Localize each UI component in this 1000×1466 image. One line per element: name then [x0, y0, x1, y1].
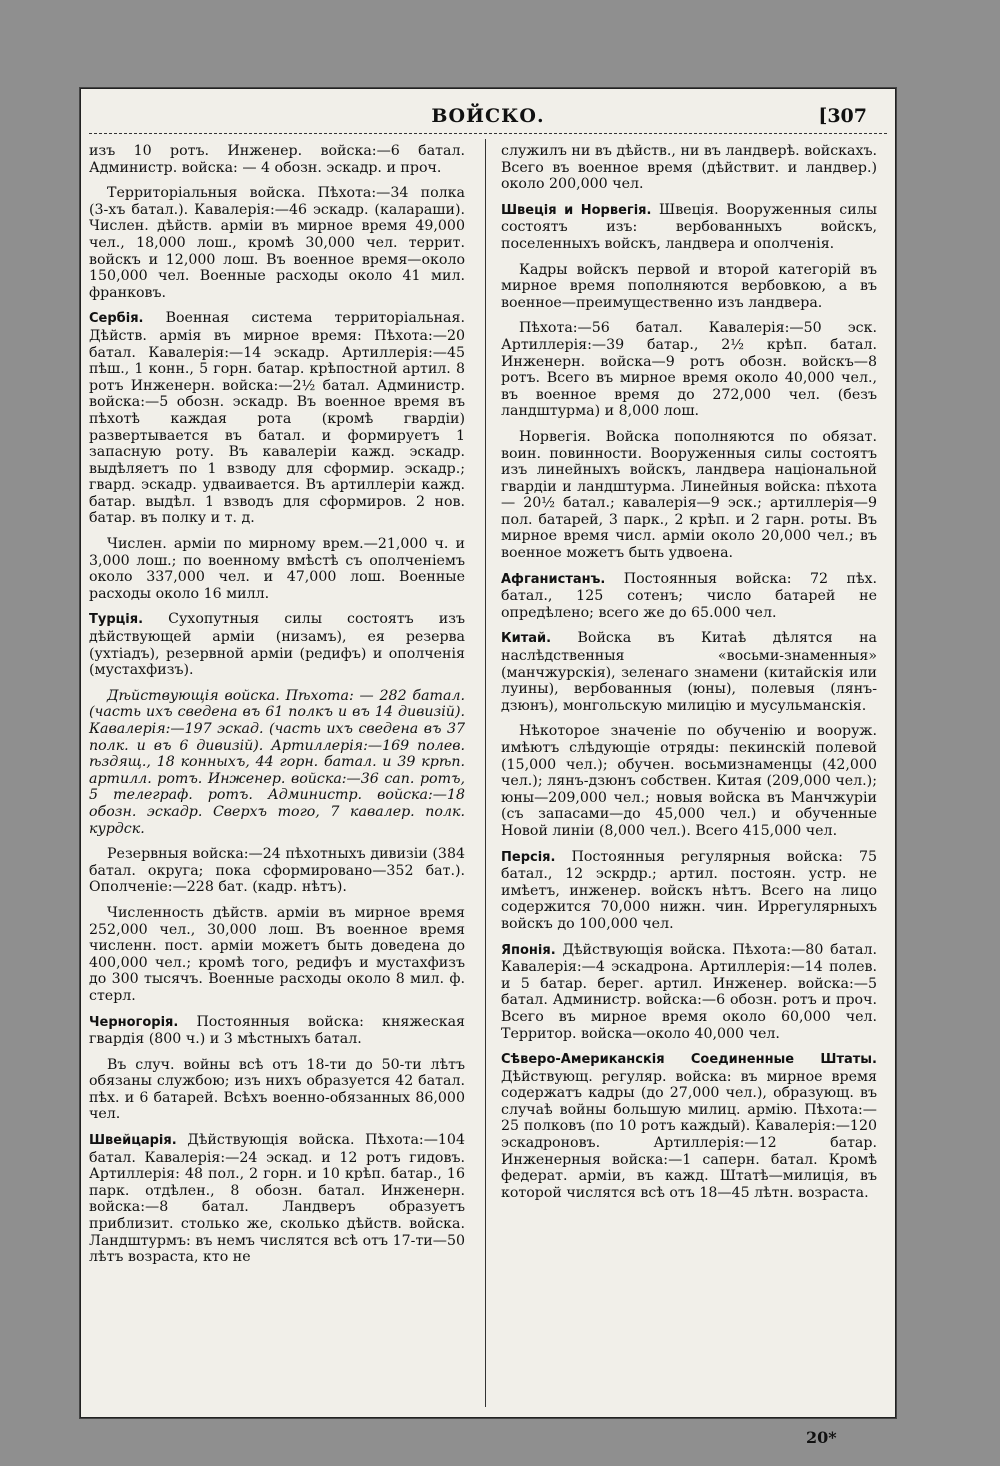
section-paragraph [501, 630, 877, 714]
paragraph-text: Резервныя войска:—24 пѣхотныхъ дивизіи (384 батал. округа; пока сформировано—352 бат.). Ополченіе:—228 бат. (кадр. нѣтъ). [89, 846, 465, 896]
section-paragraph [501, 1051, 877, 1201]
signature-mark: 20* [806, 1428, 837, 1447]
country-heading: Турція. [89, 612, 144, 628]
page-header [81, 89, 895, 135]
paragraph [89, 905, 465, 1005]
paragraph-text: Постоянныя войска: княжеская гвардія (800 ч.) и 3 мѣстныхъ батал. [89, 1013, 465, 1048]
paragraph-text: Сухопутныя силы состоятъ изъ дѣйствующей арміи (низамъ), ея резерва (ухтіадъ), резервной арміи (редифъ) и ополченія (мустахфизъ). [89, 611, 465, 679]
section-paragraph [501, 849, 877, 933]
country-heading: Сербія. [89, 311, 144, 327]
paragraph-text: Нѣкоторое значеніе по обученію и вооруж. имѣютъ слѣдующіе отряды: пекинскій полевой (15,000 чел.); обучен. восьмизнаменцы (42,000 чел.); лянъ-дзюнъ собствен. Китая (209,000 чел.); юны—209,000 чел.; новыя войска въ Манчжуріи (съ запасами—до 45,000 чел.) и обученные Новой линіи (8,000 чел.). Всего 415,000 чел. [501, 723, 877, 839]
country-heading: Персія. [501, 849, 556, 865]
paragraph-text: изъ 10 ротъ. Инженер. войска:—6 батал. Администр. войска: — 4 обозн. эскадр. и проч. [89, 143, 465, 176]
paragraph-text: Дѣйствующія войска. Пѣхота: — 282 батал. (часть ихъ сведена въ 61 полкъ и въ 14 дивизій). Кавалерія:—197 эскад. (часть ихъ сведена въ 37 полк. и въ 6 дивизій). Артиллерія:—169 полев. ѣздящ., 18 конныхъ, 44 горн. батал. и 39 крѣп. артилл. ротъ. Инженер. войска:—36 сап. ротъ, 5 телеграф. ротъ. Администр. войска:—18 обозн. эскадр. Сверхъ того, 7 кавалер. полк. курдск. [89, 687, 465, 837]
paragraph [89, 688, 465, 837]
paragraph [89, 143, 465, 176]
paragraph-text: Дѣйствующ. регуляр. войска: въ мирное время содержатъ кадры (до 27,000 чел.), образующ. въ случаѣ войны большую милиц. армію. Пѣхота:—25 полковъ (по 10 ротъ каждый). Кавалерія:—120 эскадроновъ. Артиллерія:—12 батар. Инженерныя войска:—1 саперн. батал. Кромѣ федерат. арміи, въ кажд. Штатѣ—милиція, въ которой числятся всѣ отъ 18—45 лѣтн. возраста. [501, 1068, 877, 1201]
section-paragraph [89, 310, 465, 527]
country-heading: Китай. [501, 631, 552, 647]
paragraph [501, 262, 877, 312]
paragraph-text: Постоянныя войска: 72 пѣх. батал., 125 сотенъ; число батарей не опредѣлено; всего же до 65.000 чел. [501, 570, 878, 621]
paragraph [501, 429, 877, 562]
paragraph-text: служилъ ни въ дѣйств., ни въ ландверѣ. войскахъ. Всего въ военное время (дѣйствит. и ландвер.) около 200,000 чел. [501, 143, 877, 193]
country-heading: Черногорія. [89, 1014, 179, 1030]
left-column [89, 143, 465, 1275]
paragraph [501, 320, 877, 420]
paragraph-text: Войска въ Китаѣ дѣлятся на наслѣдственныя «восьми-знаменныя» (манчжурскія), зеленаго знамени (китайскія или луины), вербованныя (юны), полевыя (лянъ-дзюнъ), монгольскую милицію и мусульманскія. [501, 630, 877, 714]
section-paragraph [501, 571, 877, 622]
paragraph-text: Въ случ. войны всѣ отъ 18-ти до 50-ти лѣтъ обязаны службою; изъ нихъ образуется 42 батал. пѣх. и 6 батарей. Всѣхъ военно-обязанных 86,000 чел. [89, 1056, 465, 1123]
section-paragraph [501, 942, 877, 1043]
paragraph-text: Численность дѣйств. арміи въ мирное время 252,000 чел., 30,000 лош. Въ военное время численн. пост. арміи можетъ быть доведена до 400,000 чел.; кромѣ того, редифъ и мустахфизъ до 300 тысячъ. Военные расходы около 8 мил. ф. стерл. [89, 904, 465, 1004]
section-paragraph [89, 611, 465, 678]
paragraph [501, 723, 877, 839]
section-paragraph [501, 202, 877, 253]
paragraph-text: Норвегія. Войска пополняются по обязат. воин. повинности. Вооруженныя силы состоятъ изъ линейныхъ войскъ, ландвера національной гвардіи и ландштурма. Линейныя войска: пѣхота — 20½ батал.; кавалерія—9 эск.; артиллерія—9 пол. батарей, 3 парк., 2 крѣп. и 2 гарн. роты. Въ мирное время числ. арміи около 20,000 чел.; въ военное можетъ быть удвоена. [501, 428, 877, 562]
paragraph-text: Швеція. Вооруженныя силы состоятъ изъ: вербованныхъ войскъ, поселенныхъ войскъ, ландвера и ополченія. [501, 201, 878, 252]
country-heading: Швейцарія. [89, 1133, 177, 1149]
paragraph [89, 846, 465, 896]
country-heading: Сѣверо-Американскія Соединенные Штаты. [501, 1052, 877, 1068]
section-paragraph [89, 1132, 465, 1266]
paragraph-text: Военная система территоріальная. Дѣйств. армія въ мирное время: Пѣхота:—20 батал. Кавалерія:—14 эскадр. Артиллерія:—45 пѣш., 1 конн., 5 горн. батар. крѣпостной артил. 8 ротъ Инженерн. войска:—2½ батал. Администр. войска:—5 обозн. эскадр. Въ военное время въ пѣхотѣ каждая рота (кромѣ гвардіи) развертывается въ батал. и формируетъ 1 запасную роту. Въ кавалеріи кажд. эскадр. выдѣляетъ по 1 взводу для сформир. эскадр.; гвард. эскадр. удваивается. Въ артиллеріи кажд. батар. выдѣл. 1 взводъ для сформиров. 2 нов. батар. въ полку и т. д. [89, 310, 465, 527]
country-heading: Японія. [501, 942, 556, 958]
paragraph-text: Числен. арміи по мирному врем.—21,000 ч. и 3,000 лош.; по военному вмѣстѣ съ ополченіемъ около 337,000 чел. и 47,000 лош. Военные расходы около 16 милл. [89, 536, 465, 602]
page-title: ВОЙСКО. [431, 105, 545, 127]
paragraph [501, 143, 877, 193]
right-column [501, 143, 877, 1210]
country-heading: Афганистанъ. [501, 571, 606, 587]
paragraph-text: Постоянныя регулярныя войска: 75 батал., 12 эскрдр.; артил. постоян. устр. не имѣетъ, инженер. войскъ нѣтъ. Всего на лицо содержится 70,000 нижн. чин. Иррегулярныхъ войскъ до 100,000 чел. [501, 848, 877, 932]
section-paragraph [89, 1014, 465, 1048]
header-rule [89, 133, 887, 134]
paragraph-text: Дѣйствующія войска. Пѣхота:—80 батал. Кавалерія:—4 эскадрона. Артиллерія:—14 полев. и 5 батар. берег. артил. Инженер. войска:—5 батал. Администр. войска:—6 обозн. ротъ и проч. Всего въ мирное время около 60,000 чел. Территор. войска—около 40,000 чел. [501, 941, 877, 1042]
paragraph-text: Кадры войскъ первой и второй категорій въ мирное время пополняются вербовкою, а въ военное—преимущественно изъ ландвера. [501, 261, 877, 311]
encyclopedia-page [80, 88, 896, 1418]
paragraph [89, 536, 465, 602]
column-divider [485, 139, 486, 1407]
paragraph [89, 1057, 465, 1123]
paragraph-text: Пѣхота:—56 батал. Кавалерія:—50 эск. Артиллерія:—39 батар., 2½ крѣп. батал. Инженерн. войска—9 ротъ обозн. войскъ—8 ротъ. Всего въ мирное время около 40,000 чел., въ военное время до 272,000 чел. (безъ ландштурма) и 8,000 лош. [501, 320, 877, 420]
page-number: [307 [818, 105, 867, 127]
paragraph-text: Территоріальныя войска. Пѣхота:—34 полка (3-хъ батал.). Кавалерія:—46 эскадр. (калараши). Числен. дѣйств. арміи въ мирное время 49,000 чел., 18,000 лош., кромѣ 30,000 чел. террит. войскъ и 12,000 лош. Въ военное время—около 150,000 чел. Военные расходы около 41 мил. франковъ. [89, 185, 465, 301]
country-heading: Швеція и Норвегія. [501, 202, 652, 218]
paragraph [89, 185, 465, 301]
paragraph-text: Дѣйствующія войска. Пѣхота:—104 батал. Кавалерія:—24 эскад. и 12 ротъ гидовъ. Артиллерія: 48 пол., 2 горн. и 10 крѣп. батар., 16 парк. отдѣлен., 8 обозн. батал. Инженерн. войска:—8 батал. Ландверъ образуетъ приблизит. столько же, сколько дѣйств. войска. Ландштурмъ: въ немъ числятся всѣ отъ 17-ти—50 лѣтъ возраста, кто не [89, 1132, 465, 1266]
